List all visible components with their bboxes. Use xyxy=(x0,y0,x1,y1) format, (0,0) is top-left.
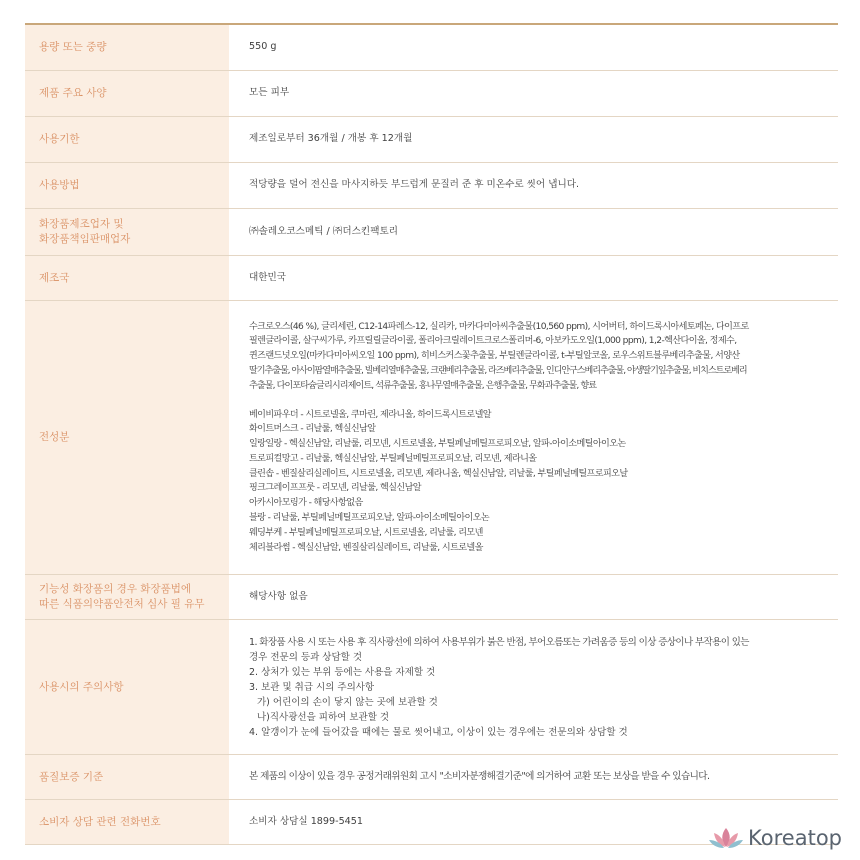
ingredients-line: 수크로오스(46 %), 글리세린, C12-14파레스-12, 실리카, 마카다미아씨추출물(10,560 ppm), 시어버터, 하이드록시아세토페논, 다이프로 xyxy=(249,321,749,332)
label-cautions: 사용시의 주의사항 xyxy=(25,620,229,754)
fragrance-line: 베이비파우더 - 시트로넬올, 쿠마린, 제라니올, 하이드록시트로넬알 xyxy=(249,409,491,420)
fragrance-line: 클린솝 - 벤질살리실레이트, 시트로넬올, 리모넨, 제라니올, 헥실신남알, 리날룰, 부틸페닐메틸프로피오날 xyxy=(249,468,628,479)
row-usage xyxy=(25,163,838,209)
lotus-icon xyxy=(708,826,744,850)
value-warranty: 본 제품의 이상이 있을 경우 공정거래위원회 고시 "소비자분쟁해결기준"에 의거하여 교환 또는 보상을 받을 수 있습니다. xyxy=(249,770,710,782)
row-country xyxy=(25,256,838,301)
product-info-table xyxy=(25,23,838,845)
row-warranty xyxy=(25,755,838,800)
ingredients-line: 필렌글라이콜, 살구씨가루, 카프릴릴글라이콜, 폴리아크릴레이트크로스폴리머-6, 아보카도오일(1,000 ppm), 1,2-헥산다이올, 정제수, xyxy=(249,336,737,347)
label-warranty: 품질보증 기준 xyxy=(25,755,229,799)
ingredients-line: 딸기추출물, 아사이팜열매추출물, 빌베리열매추출물, 크랜베리추출물, 라즈베리추출물, 인디안구스베리추출물, 야생딸기잎추출물, 비치스트로베리 xyxy=(249,365,747,376)
value-phone: 소비자 상담실 1899-5451 xyxy=(249,815,363,827)
fragrance-line: 핑크그레이프프룻 - 리모넨, 리날룰, 헥실신남알 xyxy=(249,483,421,494)
value-functional: 해당사항 없음 xyxy=(249,590,308,602)
row-expiry xyxy=(25,117,838,163)
fragrance-line: 웨딩부케 - 부틸페닐메틸프로피오날, 시트로넬올, 리날룰, 리모넨 xyxy=(249,527,483,538)
value-expiry: 제조일로부터 36개월 / 개봉 후 12개월 xyxy=(249,133,413,145)
value-ingredients xyxy=(229,301,838,574)
fragrance-line: 일랑일랑 - 헥실신남알, 리날룰, 리모넨, 시트로넬올, 부틸페닐메틸프로피오날, 알파-아이소메틸아이오논 xyxy=(249,439,626,450)
value-capacity: 550 g xyxy=(249,41,277,53)
caution-line: 가) 어린이의 손이 닿지 않는 곳에 보관할 것 xyxy=(257,696,438,708)
caution-line: 나)직사광선을 피하여 보관할 것 xyxy=(257,711,390,723)
label-functional: 기능성 화장품의 경우 화장품법에 따른 식품의약품안전처 심사 필 유무 xyxy=(25,575,229,619)
koreatop-logo xyxy=(708,826,842,850)
caution-line: 경우 전문의 등과 상담할 것 xyxy=(249,651,363,663)
label-phone: 소비자 상담 관련 전화번호 xyxy=(25,800,229,844)
label-country: 제조국 xyxy=(25,256,229,300)
row-spec xyxy=(25,71,838,117)
value-cautions xyxy=(229,620,838,754)
label-expiry: 사용기한 xyxy=(25,117,229,162)
label-ingredients: 전성분 xyxy=(25,301,229,574)
caution-line: 3. 보관 및 취급 시의 주의사항 xyxy=(249,681,375,693)
row-cautions xyxy=(25,620,838,755)
caution-line: 1. 화장품 사용 시 또는 사용 후 직사광선에 의하여 사용부위가 붉은 반점, 부어오름또는 가려움증 등의 이상 증상이나 부작용이 있는 xyxy=(249,636,749,648)
logo-text: Koreatop xyxy=(748,826,842,850)
row-functional xyxy=(25,575,838,620)
label-spec: 제품 주요 사양 xyxy=(25,71,229,116)
caution-line: 2. 상처가 있는 부위 등에는 사용을 자제할 것 xyxy=(249,666,436,678)
row-capacity xyxy=(25,25,838,71)
row-ingredients xyxy=(25,301,838,575)
fragrance-line: 아카시아모링가 - 해당사항없음 xyxy=(249,498,363,509)
fragrance-line: 체리블라썸 - 헥실신남알, 벤질살리실레이트, 리날룰, 시트로넬올 xyxy=(249,542,483,553)
label-usage: 사용방법 xyxy=(25,163,229,208)
value-manufacturer: ㈜솔레오코스메틱 / ㈜더스킨팩토리 xyxy=(249,225,398,237)
fragrance-line: 트로피컬망고 - 리날룰, 헥실신남알, 부틸페닐메틸프로피오날, 리모넨, 제라니올 xyxy=(249,453,537,464)
value-spec: 모든 피부 xyxy=(249,87,290,99)
value-usage: 적당량을 덜어 전신을 마사지하듯 부드럽게 문질러 준 후 미온수로 씻어 냅니다. xyxy=(249,179,580,191)
fragrance-line: 화이트머스크 - 리날룰, 헥실신남알 xyxy=(249,424,376,435)
row-manufacturer xyxy=(25,209,838,256)
value-country: 대한민국 xyxy=(249,271,287,283)
label-manufacturer: 화장품제조업자 및 화장품책임판매업자 xyxy=(25,209,229,255)
ingredients-line: 퀸즈랜드넛오일(마카다미아씨오일 100 ppm), 히비스커스꽃추출물, 부틸렌글라이콜, t-부틸알코올, 로우스위트블루베리추출물, 서양산 xyxy=(249,351,740,362)
label-capacity: 용량 또는 중량 xyxy=(25,25,229,70)
fragrance-line: 블랑 - 리날룰, 부틸페닐메틸프로피오날, 알파-아이소메틸아이오논 xyxy=(249,513,490,524)
caution-line: 4. 알갱이가 눈에 들어갔을 때에는 물로 씻어내고, 이상이 있는 경우에는 전문의와 상담할 것 xyxy=(249,726,628,738)
ingredients-line: 추출물, 다이포타슘글리시리제이트, 석류추출물, 홍나무열매추출물, 은행추출물, 무화과추출물, 향료 xyxy=(249,380,597,391)
